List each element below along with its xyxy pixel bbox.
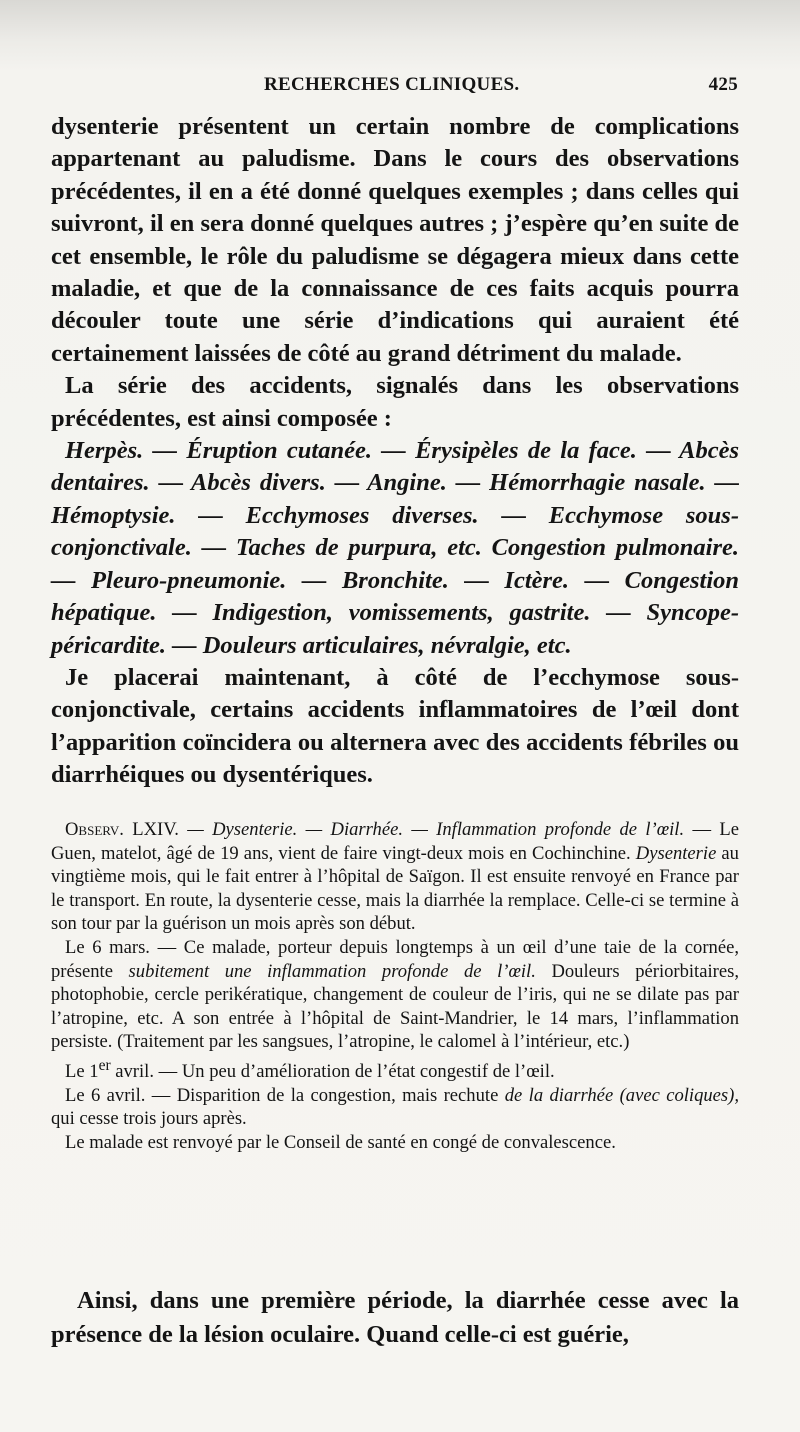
closing-text [51, 1284, 739, 1352]
observation-title: — Dysenterie. — Diarrhée. — Inflammation profonde de l’œil. [178, 819, 685, 840]
accident-list [51, 435, 739, 662]
paragraph: La série des accidents, signalés dans les observations précédentes, est ainsi composée : [51, 372, 739, 432]
accident-list-text: Herpès. — Éruption cutanée. — Érysipèles de la face. — Abcès dentaires. — Abcès divers. — Angine. — Hémorrhagie nasale. — Hémoptysie. — Ecchymoses diverses. — Ecchymose sous-conjonctivale. — Taches de purpura, etc. Congestion pulmonaire. — Pleuro-pneumonie. — Bronchite. — Ictère. — Congestion hépatique. — Indigestion, vomissements, gastrite. — Syncope-péricardite. — Douleurs articulaires, névralgie, etc. [51, 437, 739, 659]
observation-text: Le 6 mars. — Ce malade, porteur depuis longtemps à un œil d’une taie de la cornée, présente [51, 936, 739, 982]
observation-emphasis: subitement une inflammation profonde de l’œil. [128, 960, 536, 982]
page-header [52, 74, 744, 100]
page-number: 425 [708, 74, 738, 95]
observation-text: avril. — Un peu d’amélioration de l’état congestif de l’œil. [110, 1061, 555, 1083]
observation-emphasis: de la diarrhée (avec coliques), [504, 1084, 740, 1106]
observation-text: au vingtième mois, qui le fait entrer à l’hôpital de Saïgon. Il est ensuite renvoyé en France par le transport. En route, la dysenterie cesse, mais la diarrhée la remplace. Celle-ci se termine à son tour par la guérison un mois après son début. [51, 842, 739, 935]
observation-paragraph [51, 1084, 739, 1131]
observation-paragraph [51, 936, 739, 1054]
observation-block [51, 818, 739, 1155]
paragraph: dysenterie présentent un certain nombre de complications appartenant au paludisme. Dans le cours des observations précédentes, il en a été donné quelques exemples ; dans celles qui suivront, il en sera donné quelques autres ; j’espère qu’en suite de cet ensemble, le rôle du paludisme se dégagera mieux dans cette maladie, et que de la connaissance de ces faits acquis pourra découler toute une série d’indications qui auraient été certainement laissées de côté au grand détriment du malade. [51, 113, 739, 367]
ordinal-superscript: er [98, 1056, 111, 1074]
observation-paragraph [51, 818, 739, 936]
paragraph: Je placerai maintenant, à côté de l’ecchymose sous-conjonctivale, certains accidents inflammatoires de l’œil dont l’apparition coïncidera ou alternera avec des accidents fébriles ou diarrhéiques ou dysentériques. [51, 663, 739, 789]
observation-emphasis: Dysenterie [635, 842, 717, 864]
observation-text: Le 1 [65, 1061, 99, 1083]
main-text [51, 111, 739, 792]
observation-paragraph: Le malade est renvoyé par le Conseil de santé en congé de convalescence. [65, 1131, 616, 1153]
observation-paragraph [51, 1054, 739, 1084]
running-title: RECHERCHES CLINIQUES. [264, 74, 520, 95]
observation-text: Douleurs périorbitaires, photophobie, cercle perikératique, changement de couleur de l’iris, qui ne se dilate pas par l’atropine, etc. A son entrée à l’hôpital de Saint-Mandrier, le 14 mars, l’inflammation persiste. (Traitement par les sangsues, l’atropine, le calomel à l’intérieur, etc.) [51, 960, 739, 1053]
observation-text: Le 6 avril. — Disparition de la congestion, mais rechute [65, 1084, 505, 1106]
paragraph: Ainsi, dans une première période, la diarrhée cesse avec la présence de la lésion oculaire. Quand celle-ci est guérie, [51, 1287, 739, 1348]
observation-intro: — Le Guen, matelot, âgé de 19 ans, vient de faire vingt-deux mois en Cochinchine. [51, 819, 739, 864]
observation-label: Observ. LXIV. [65, 819, 179, 840]
observation-text: qui cesse trois jours après. [51, 1108, 247, 1130]
